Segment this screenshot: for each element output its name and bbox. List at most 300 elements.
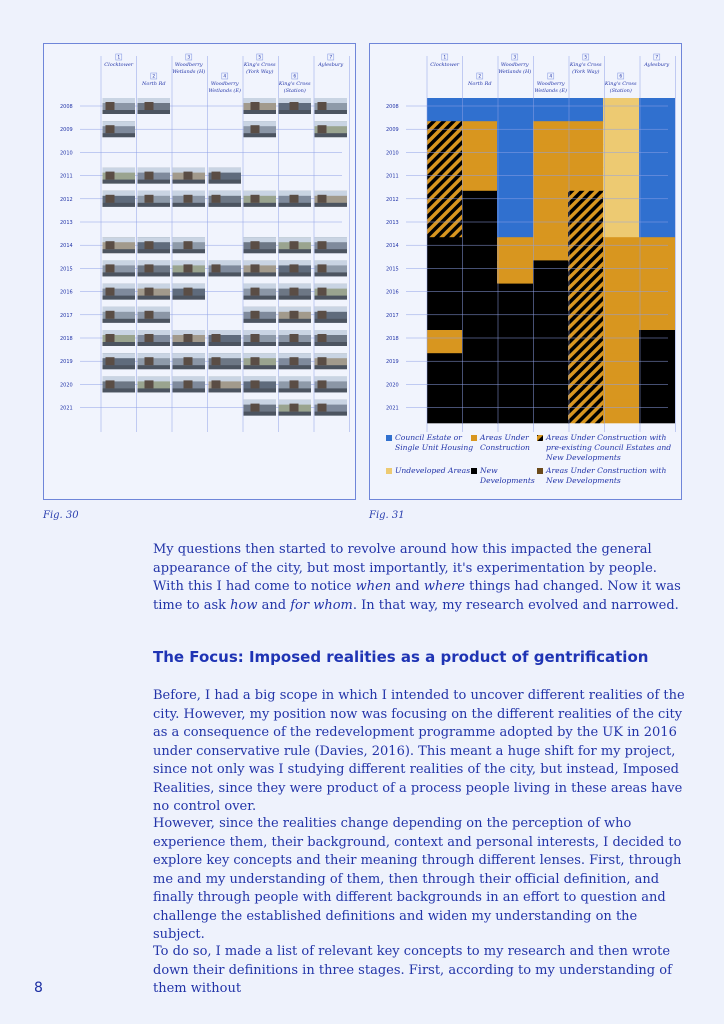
paragraph-scope: Before, I had a big scope in which I intended to uncover different realities of the city. However, my position now was focusing on the different realities of the city as a consequence of the redevelopment programme adopted by the UK in 2016 under conservative rule (Davies, 2016). This meant a huge shift for my project, since not only was I studying different realities of the city, but instead, Imposed Realities, since they were product of a process people living in these areas have no control over. — [153, 688, 685, 814]
street-photo-road — [279, 412, 312, 416]
figure-30-photo-grid — [44, 44, 355, 499]
legend-swatch — [386, 435, 392, 441]
street-photo-building — [251, 241, 260, 249]
state-cell — [462, 168, 498, 192]
fig31-column-name: North Rd — [467, 81, 492, 87]
street-photo-building — [290, 334, 299, 342]
state-cell — [427, 214, 463, 238]
legend-label: Construction — [480, 443, 530, 452]
state-cell — [427, 98, 463, 122]
page-number: 8 — [34, 980, 43, 996]
fig30-year-label: 2011 — [60, 173, 73, 180]
street-photo-road — [103, 388, 136, 392]
state-cell — [462, 400, 498, 424]
state-cell — [497, 121, 533, 145]
state-cell — [427, 353, 463, 377]
state-cell — [639, 144, 675, 168]
legend-label: pre-existing Council Estates and — [546, 443, 672, 452]
street-photo-road — [173, 296, 206, 300]
fig30-column-name: Aylesbury — [318, 62, 344, 68]
state-cell — [639, 353, 675, 377]
fig30-year-label: 2019 — [60, 359, 73, 366]
legend-label: New Developments — [546, 453, 621, 462]
state-cell — [603, 237, 639, 261]
state-cell — [497, 376, 533, 400]
figure-31-panel — [369, 43, 682, 500]
street-photo-building — [145, 241, 154, 249]
state-cell — [427, 284, 463, 308]
state-cell — [568, 237, 604, 261]
fig31-year-label: 2017 — [386, 312, 399, 319]
street-photo-sky — [244, 353, 277, 358]
street-photo-sky — [138, 284, 171, 289]
street-photo-sky — [138, 168, 171, 173]
fig30-column-name: King's Cross — [243, 62, 276, 68]
legend-swatch — [537, 468, 543, 474]
street-photo-building — [318, 288, 327, 296]
state-cell — [568, 353, 604, 377]
street-photo-building — [251, 311, 260, 319]
state-cell — [497, 237, 533, 261]
fig30-year-label: 2013 — [60, 220, 73, 226]
state-cell — [462, 144, 498, 168]
fig31-column-name: Woodberry — [500, 62, 529, 68]
state-cell — [568, 284, 604, 308]
state-cell — [462, 307, 498, 331]
street-photo-building — [290, 357, 299, 365]
street-photo-sky — [138, 376, 171, 381]
para1-emphasis-when: when — [355, 579, 392, 594]
street-photo-road — [279, 388, 312, 392]
state-cell — [568, 168, 604, 192]
fig31-column-number: 5 — [584, 55, 588, 61]
legend-swatch — [537, 435, 543, 441]
street-photo-road — [103, 342, 136, 346]
street-photo-road — [244, 296, 277, 300]
street-photo-building — [251, 102, 260, 110]
street-photo-building — [184, 241, 193, 249]
fig30-column-name: North Rd — [141, 81, 166, 87]
street-photo-building — [290, 380, 299, 388]
street-photo-road — [279, 272, 312, 276]
street-photo-road — [209, 203, 242, 207]
state-cell — [497, 144, 533, 168]
state-cell — [427, 376, 463, 400]
paragraph-questions — [153, 541, 688, 615]
street-photo-building — [251, 404, 260, 412]
street-photo-road — [103, 272, 136, 276]
state-cell — [462, 353, 498, 377]
fig30-year-label: 2017 — [60, 312, 73, 319]
street-photo-road — [315, 365, 348, 369]
state-cell — [497, 98, 533, 122]
street-photo-building — [318, 241, 327, 249]
state-cell — [533, 98, 569, 122]
legend-label: New — [480, 466, 498, 475]
state-cell — [497, 307, 533, 331]
street-photo-building — [212, 264, 221, 272]
state-cell — [427, 191, 463, 215]
street-photo-building — [212, 195, 221, 203]
street-photo-road — [138, 249, 171, 253]
state-cell — [533, 214, 569, 238]
street-photo-sky — [244, 98, 277, 103]
street-photo-building — [318, 357, 327, 365]
state-cell — [462, 191, 498, 215]
street-photo-road — [138, 110, 171, 114]
street-photo-road — [138, 296, 171, 300]
fig30-year-label: 2008 — [60, 104, 73, 110]
street-photo-building — [106, 288, 115, 296]
state-cell — [603, 168, 639, 192]
fig30-column-name: Wetlands (H) — [172, 69, 206, 75]
street-photo-road — [209, 365, 242, 369]
street-photo-building — [251, 195, 260, 203]
street-photo-road — [138, 319, 171, 323]
street-photo-road — [244, 272, 277, 276]
street-photo-sky — [244, 330, 277, 335]
state-cell — [462, 121, 498, 145]
street-photo-building — [318, 404, 327, 412]
street-photo-road — [138, 388, 171, 392]
street-photo-building — [106, 241, 115, 249]
street-photo-road — [244, 342, 277, 346]
street-photo-building — [318, 195, 327, 203]
street-photo-building — [106, 264, 115, 272]
state-cell — [639, 284, 675, 308]
street-photo-building — [318, 311, 327, 319]
fig31-year-label: 2012 — [386, 196, 399, 203]
state-cell — [462, 376, 498, 400]
state-cell — [462, 284, 498, 308]
street-photo-road — [315, 203, 348, 207]
street-photo-building — [290, 311, 299, 319]
street-photo-road — [244, 388, 277, 392]
state-cell — [568, 98, 604, 122]
fig30-column-name: (York Way) — [246, 69, 274, 75]
street-photo-building — [251, 264, 260, 272]
street-photo-sky — [138, 353, 171, 358]
fig30-year-label: 2010 — [60, 150, 73, 157]
para1-and: and — [395, 579, 420, 594]
fig31-column-name: Wetlands (E) — [534, 88, 567, 94]
state-cell — [568, 191, 604, 215]
fig31-year-label: 2013 — [386, 220, 399, 226]
para1-text-c: . In that way, my research evolved and narrowed. — [352, 597, 679, 613]
state-cell — [533, 144, 569, 168]
street-photo-sky — [244, 237, 277, 242]
paragraph-lenses: However, since the realities change depending on the perception of who experience them, their background, context and personal interests, I decided to explore key concepts and their meaning through different lenses. First, through me and my understanding of them, then through their official definition, and finally through people with different backgrounds in an effort to question and challenge the established definitions and widen my understanding on the subject. — [153, 816, 682, 942]
street-photo-building — [212, 334, 221, 342]
street-photo-road — [244, 412, 277, 416]
state-cell — [533, 307, 569, 331]
street-photo-road — [209, 272, 242, 276]
state-cell — [603, 121, 639, 145]
fig31-year-label: 2016 — [386, 289, 399, 296]
state-cell — [603, 191, 639, 215]
street-photo-road — [103, 180, 136, 184]
street-photo-road — [173, 365, 206, 369]
fig30-year-label: 2009 — [60, 127, 73, 134]
street-photo-sky — [138, 260, 171, 265]
street-photo-building — [318, 264, 327, 272]
street-photo-road — [315, 319, 348, 323]
state-cell — [462, 330, 498, 354]
figure-31-state-chart — [370, 44, 681, 499]
street-photo-building — [106, 172, 115, 180]
para1-emphasis-for-whom: for whom — [290, 597, 353, 613]
street-photo-building — [184, 264, 193, 272]
fig30-year-label: 2021 — [60, 405, 73, 412]
fig30-column-name: Woodberry — [174, 62, 203, 68]
street-photo-road — [103, 249, 136, 253]
fig31-column-name: Clocktower — [430, 62, 460, 68]
street-photo-road — [209, 180, 242, 184]
state-cell — [639, 98, 675, 122]
state-cell — [639, 400, 675, 424]
state-cell — [603, 214, 639, 238]
state-cell — [497, 260, 533, 284]
fig31-column-number: 1 — [443, 55, 447, 61]
street-photo-building — [212, 357, 221, 365]
state-cell — [603, 307, 639, 331]
street-photo-sky — [138, 191, 171, 196]
street-photo-road — [103, 365, 136, 369]
street-photo-sky — [244, 376, 277, 381]
street-photo-road — [244, 203, 277, 207]
street-photo-building — [106, 380, 115, 388]
street-photo-road — [103, 296, 136, 300]
fig31-year-label: 2019 — [386, 359, 399, 366]
street-photo-sky — [244, 121, 277, 126]
state-cell — [427, 260, 463, 284]
street-photo-building — [184, 288, 193, 296]
street-photo-road — [138, 365, 171, 369]
street-photo-road — [103, 203, 136, 207]
para1-emphasis-how: how — [230, 597, 258, 613]
fig30-column-number: 2 — [152, 74, 156, 80]
legend-label: Undeveloped Areas — [395, 466, 471, 475]
street-photo-road — [315, 133, 348, 137]
state-cell — [639, 260, 675, 284]
street-photo-sky — [244, 260, 277, 265]
state-cell — [533, 121, 569, 145]
fig31-year-label: 2011 — [386, 173, 399, 180]
state-cell — [603, 330, 639, 354]
legend-label: Areas Under — [480, 433, 529, 442]
section-heading: The Focus: Imposed realities as a product of gentrification — [153, 648, 649, 666]
state-cell — [533, 260, 569, 284]
street-photo-road — [173, 272, 206, 276]
fig30-column-name: (Station) — [283, 88, 306, 94]
figure-30-caption: Fig. 30 — [43, 510, 79, 521]
fig31-year-label: 2020 — [386, 382, 399, 389]
street-photo-road — [138, 203, 171, 207]
state-cell — [533, 376, 569, 400]
fig30-year-label: 2015 — [60, 266, 73, 273]
street-photo-road — [103, 110, 136, 114]
state-cell — [462, 237, 498, 261]
street-photo-building — [290, 241, 299, 249]
state-cell — [533, 191, 569, 215]
state-cell — [533, 353, 569, 377]
street-photo-building — [251, 334, 260, 342]
street-photo-sky — [244, 400, 277, 405]
street-photo-road — [173, 342, 206, 346]
state-cell — [568, 376, 604, 400]
street-photo-sky — [244, 284, 277, 289]
street-photo-road — [209, 388, 242, 392]
street-photo-road — [279, 110, 312, 114]
street-photo-road — [173, 249, 206, 253]
street-photo-building — [290, 195, 299, 203]
legend-label: Single Unit Housing — [395, 443, 474, 452]
fig31-column-number: 3 — [513, 55, 517, 61]
legend-label: Developments — [480, 476, 535, 485]
street-photo-road — [138, 180, 171, 184]
state-cell — [462, 260, 498, 284]
fig30-year-label: 2020 — [60, 382, 73, 389]
state-cell — [603, 353, 639, 377]
fig31-year-label: 2014 — [386, 243, 399, 250]
fig30-column-name: Woodberry — [210, 81, 239, 87]
state-cell — [603, 376, 639, 400]
street-photo-building — [251, 380, 260, 388]
fig30-year-label: 2018 — [60, 336, 73, 342]
fig31-column-number: 4 — [549, 74, 553, 80]
state-cell — [603, 284, 639, 308]
state-cell — [568, 260, 604, 284]
para1-text-b: things had changed. Now it was time to ask — [153, 579, 681, 613]
state-cell — [639, 237, 675, 261]
state-cell — [639, 191, 675, 215]
street-photo-road — [279, 319, 312, 323]
figure-31-caption: Fig. 31 — [369, 510, 405, 521]
state-cell — [497, 353, 533, 377]
street-photo-road — [244, 133, 277, 137]
state-cell — [497, 400, 533, 424]
fig31-year-label: 2021 — [386, 405, 399, 412]
street-photo-sky — [138, 98, 171, 103]
state-cell — [603, 400, 639, 424]
street-photo-road — [103, 133, 136, 137]
state-cell — [568, 121, 604, 145]
paragraph-method: To do so, I made a list of relevant key concepts to my research and then wrote down their definitions in three stages. First, according to my understanding of them without — [153, 944, 672, 996]
street-photo-building — [106, 311, 115, 319]
state-cell — [462, 214, 498, 238]
street-photo-building — [106, 195, 115, 203]
street-photo-building — [290, 404, 299, 412]
street-photo-building — [318, 334, 327, 342]
state-cell — [497, 330, 533, 354]
fig30-year-label: 2012 — [60, 196, 73, 203]
street-photo-building — [290, 264, 299, 272]
street-photo-road — [315, 110, 348, 114]
street-photo-road — [315, 342, 348, 346]
fig31-year-label: 2015 — [386, 266, 399, 273]
street-photo-building — [145, 288, 154, 296]
state-cell — [568, 330, 604, 354]
street-photo-building — [251, 288, 260, 296]
state-cell — [427, 121, 463, 145]
street-photo-road — [315, 412, 348, 416]
street-photo-building — [212, 380, 221, 388]
street-photo-road — [209, 342, 242, 346]
state-cell — [497, 284, 533, 308]
street-photo-sky — [138, 330, 171, 335]
fig31-column-name: Woodberry — [536, 81, 565, 87]
state-cell — [639, 214, 675, 238]
legend-label: Areas Under Construction with — [546, 466, 667, 475]
fig30-column-name: Wetlands (E) — [208, 88, 241, 94]
fig31-column-number: 2 — [478, 74, 482, 80]
street-photo-road — [279, 296, 312, 300]
street-photo-building — [145, 264, 154, 272]
fig31-year-label: 2018 — [386, 336, 399, 342]
state-cell — [568, 144, 604, 168]
state-cell — [533, 168, 569, 192]
legend-swatch — [386, 468, 392, 474]
state-cell — [533, 237, 569, 261]
fig30-year-label: 2016 — [60, 289, 73, 296]
street-photo-sky — [244, 191, 277, 196]
fig31-column-number: 6 — [619, 74, 623, 80]
state-cell — [568, 214, 604, 238]
legend-label: Areas Under Construction with — [546, 433, 667, 442]
street-photo-building — [290, 288, 299, 296]
fig31-year-label: 2009 — [386, 127, 399, 134]
street-photo-building — [145, 172, 154, 180]
street-photo-road — [315, 296, 348, 300]
street-photo-building — [251, 125, 260, 133]
street-photo-sky — [138, 237, 171, 242]
state-cell — [639, 168, 675, 192]
street-photo-road — [173, 388, 206, 392]
street-photo-road — [244, 110, 277, 114]
state-cell — [639, 330, 675, 354]
fig31-year-label: 2008 — [386, 104, 399, 110]
state-cell — [427, 144, 463, 168]
state-cell — [497, 168, 533, 192]
fig31-column-number: 7 — [655, 55, 659, 61]
fig30-column-number: 6 — [293, 74, 297, 80]
state-cell — [639, 121, 675, 145]
street-photo-building — [106, 334, 115, 342]
legend-swatch — [471, 435, 477, 441]
state-cell — [533, 330, 569, 354]
fig31-column-name: Wetlands (H) — [498, 69, 532, 75]
street-photo-road — [244, 319, 277, 323]
street-photo-building — [106, 125, 115, 133]
street-photo-building — [145, 195, 154, 203]
state-cell — [497, 191, 533, 215]
state-cell — [603, 144, 639, 168]
fig30-column-number: 7 — [329, 55, 333, 61]
fig30-year-label: 2014 — [60, 243, 73, 250]
street-photo-sky — [138, 307, 171, 312]
state-cell — [568, 307, 604, 331]
street-photo-building — [184, 334, 193, 342]
state-cell — [427, 330, 463, 354]
fig31-column-name: King's Cross — [604, 81, 637, 87]
state-cell — [603, 260, 639, 284]
fig31-column-name: (York Way) — [572, 69, 600, 75]
street-photo-building — [184, 195, 193, 203]
street-photo-road — [279, 365, 312, 369]
street-photo-building — [106, 102, 115, 110]
fig30-column-number: 4 — [223, 74, 227, 80]
street-photo-building — [106, 357, 115, 365]
